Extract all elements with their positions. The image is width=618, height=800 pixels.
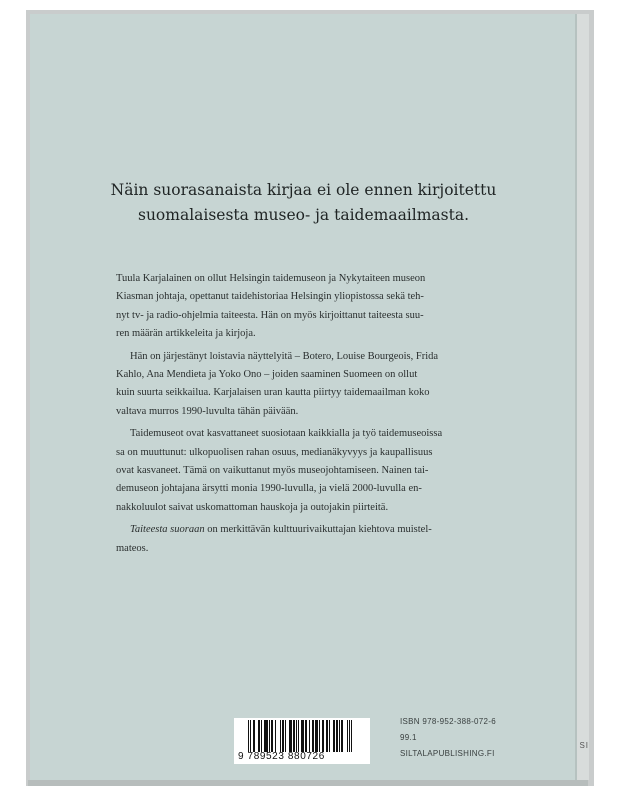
book-title-italic: Taiteesta suoraan <box>130 524 205 536</box>
blurb-paragraph-4 <box>116 521 496 558</box>
barcode-digits: 9 789523 880726 <box>238 751 325 762</box>
blurb-line: kuin suurta seikkailua. Karjalaisen uran kautta piirtyy taidemaailman koko <box>116 387 430 399</box>
blurb-line: demuseon johtajana ärsytti monia 1990-luvulla, ja vielä 2000-luvulla en- <box>116 483 422 495</box>
book-bottom-edge <box>28 780 588 786</box>
blurb-line: mateos. <box>116 542 149 554</box>
blurb-paragraph-2 <box>116 348 496 422</box>
blurb-line: Kahlo, Ana Mendieta ja Yoko Ono – joiden saaminen Suomeen on ollut <box>116 369 418 381</box>
blurb-line: nakkoluulot saivat uskomattoman hauskoja ja outojakin piirteitä. <box>116 501 389 513</box>
cover-headline <box>30 178 577 228</box>
blurb <box>116 270 496 558</box>
blurb-line: Hän on järjestänyt loistavia näyttelyitä – Botero, Louise Bourgeois, Frida <box>130 350 439 362</box>
blurb-line: Tuula Karjalainen on ollut Helsingin taidemuseon ja Nykytaiteen museon <box>116 273 426 284</box>
publisher-url: SILTALAPUBLISHING.FI <box>400 749 495 758</box>
blurb-line: ovat kasvaneet. Tämä on vaikuttanut myös museojohtamiseen. Nainen tai- <box>116 465 429 477</box>
spine-text: SI <box>579 741 589 750</box>
blurb-line: ren määrän artikkeleita ja kirjoja. <box>116 328 256 340</box>
blurb-line: Taidemuseot ovat kasvattaneet suosiotaan kaikkialla ja työ taidemuseoissa <box>130 428 443 440</box>
classification-code: 99.1 <box>400 733 417 742</box>
blurb-line: nyt tv- ja radio-ohjelmia taiteesta. Hän on myös kirjoittanut taiteesta suu- <box>116 309 424 321</box>
blurb-line: sa on muuttunut: ulkopuolisen rahan osuus, medianäkyvyys ja kaupallisuus <box>116 446 433 458</box>
headline-line-1: Näin suorasanaista kirjaa ei ole ennen kirjoitettu <box>110 181 497 199</box>
blurb-line-with-title <box>116 521 496 539</box>
isbn-block <box>400 714 496 762</box>
blurb-paragraph-3 <box>116 425 496 517</box>
barcode-bar <box>351 720 352 752</box>
blurb-line: Kiasman johtaja, opettanut taidehistoriaa Helsingin yliopistossa sekä teh- <box>116 291 424 303</box>
barcode-label <box>234 718 370 764</box>
back-cover <box>30 14 577 780</box>
book-spine <box>577 14 589 780</box>
isbn-number: ISBN 978-952-388-072-6 <box>400 717 496 726</box>
blurb-line-rest: on merkittävän kulttuurivaikuttajan kiehtova muistel- <box>204 524 432 536</box>
blurb-paragraph-1 <box>116 270 496 344</box>
barcode <box>248 720 366 752</box>
headline-line-2: suomalaisesta museo- ja taidemaailmasta. <box>137 206 470 224</box>
blurb-line: valtava murros 1990-luvulta tähän päivään. <box>116 405 299 417</box>
